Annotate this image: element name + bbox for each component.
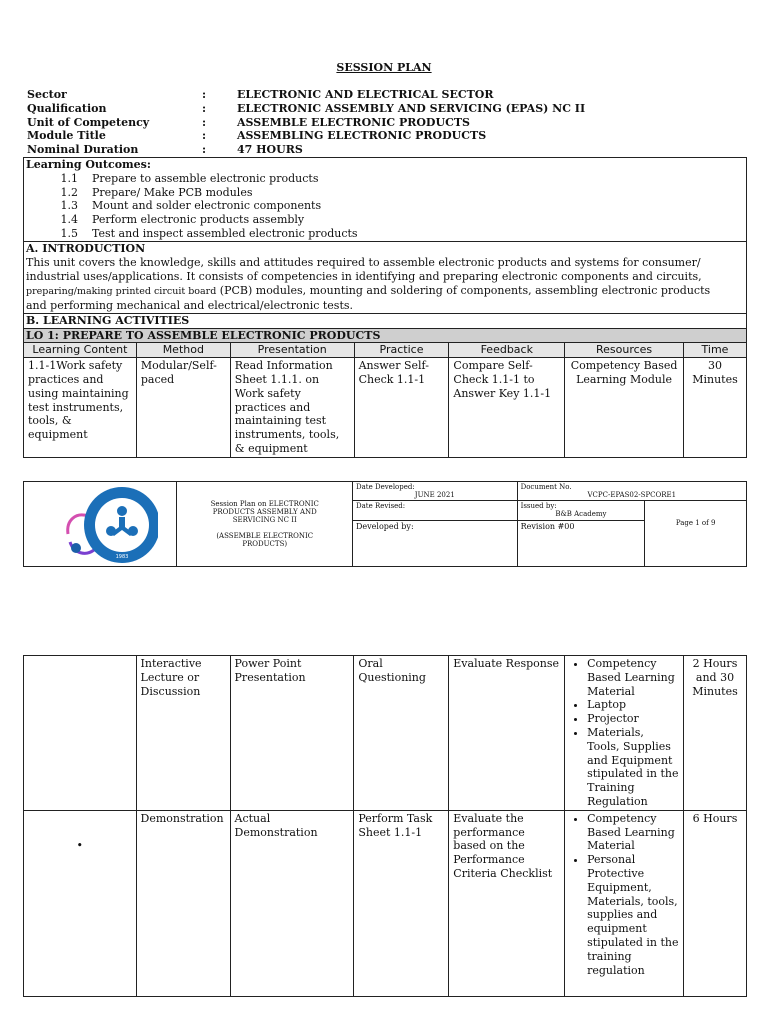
field-separator: : [202, 101, 207, 115]
outcome-number: 1.4 [60, 213, 78, 227]
list-item: • Competency Based Learning Material [587, 812, 679, 853]
learning-outcomes-heading: Learning Outcomes: [26, 158, 151, 171]
list-item: • Projector [587, 712, 679, 726]
column-header: Feedback [449, 343, 565, 358]
cell-time: 6 Hours [684, 810, 747, 996]
page-title: SESSION PLAN [336, 61, 432, 74]
outcome-number: 1.5 [60, 226, 78, 240]
field-label: Unit of Competency [27, 115, 150, 129]
document-title-line: PRODUCTS) [242, 540, 288, 548]
document-title-line: SERVICING NC II [232, 516, 297, 524]
cell-presentation: Actual Demonstration [230, 810, 354, 996]
outcome-item [26, 213, 744, 227]
document-title-cell [177, 482, 353, 567]
issued-by-cell [517, 501, 645, 521]
developed-by-cell [353, 521, 518, 567]
introduction-line: and performing mechanical and electrical/electronic tests. [26, 298, 354, 312]
field-value: ELECTRONIC AND ELECTRICAL SECTOR [237, 88, 494, 101]
college-seal-logo [64, 482, 158, 568]
session-plan-continuation-table [23, 655, 747, 997]
header-row-unit [27, 116, 747, 130]
document-no-label: Document No. [520, 483, 572, 491]
lo-title: LO 1: PREPARE TO ASSEMBLE ELECTRONIC PRODUCTS [24, 328, 747, 343]
outcome-number: 1.3 [60, 199, 78, 213]
column-header: Practice [354, 343, 449, 358]
outcome-text: Perform electronic products assembly [92, 213, 305, 227]
cell-feedback: Compare Self-Check 1.1-1 to Answer Key 1.1-1 [449, 358, 565, 458]
column-header: Presentation [230, 343, 354, 358]
cell-feedback: Evaluate Response [449, 656, 565, 811]
field-value: ASSEMBLE ELECTRONIC PRODUCTS [237, 115, 470, 129]
resources-list [569, 657, 679, 809]
outcome-item [26, 227, 744, 241]
cell-resources [565, 656, 684, 811]
cell-method: Interactive Lecture or Discussion [136, 656, 230, 811]
column-header: Method [136, 343, 230, 358]
issued-by-label: Issued by: [520, 502, 557, 510]
document-no-cell [517, 482, 746, 501]
field-separator: : [202, 115, 207, 129]
list-item: • Materials, Tools, Supplies and Equipment stipulated in the Training Regulation [587, 726, 679, 809]
column-header: Time [683, 343, 746, 358]
cell-content-bullet: • [24, 810, 137, 996]
document-title-line: PRODUCTS ASSEMBLY AND [212, 508, 317, 516]
page-number: Page 1 of 9 [645, 501, 747, 567]
date-developed-cell [353, 482, 518, 501]
revision-cell [517, 521, 645, 567]
outcome-text: Test and inspect assembled electronic products [92, 226, 358, 240]
column-header-row [24, 343, 747, 358]
cell-content [24, 656, 137, 811]
field-value: 47 HOURS [237, 143, 303, 157]
introduction-line: This unit covers the knowledge, skills and attitudes required to assemble electronic products and systems for consumer/ [26, 255, 701, 269]
field-label: Sector [27, 88, 67, 101]
introduction-section [24, 241, 747, 313]
document-control-footer [23, 481, 747, 567]
header-row-duration [27, 143, 747, 157]
outcome-number: 1.1 [60, 171, 78, 185]
cell-practice: Oral Questioning [354, 656, 449, 811]
column-header: Learning Content [24, 343, 137, 358]
date-revised-cell [353, 501, 518, 521]
field-label: Nominal Duration [27, 143, 139, 157]
outcome-number: 1.2 [60, 185, 78, 199]
document-no-value: VCPC-EPAS02-SPCORE1 [587, 491, 677, 499]
field-separator: : [202, 88, 207, 101]
field-separator: : [202, 129, 207, 143]
list-item: • Personal Protective Equipment, Materials, tools, supplies and equipment stipulated in the training regulation [587, 853, 679, 977]
introduction-line: industrial uses/applications. It consists of competencies in identifying and preparing electronic components and circuits, [26, 269, 702, 283]
table-row [24, 810, 747, 996]
table-row [24, 358, 747, 458]
column-header: Resources [565, 343, 684, 358]
document-title-line: (ASSEMBLE ELECTRONIC [216, 532, 314, 540]
cell-content: 1.1-1Work safety practices and using maintaining test instruments, tools, & equipment [24, 358, 137, 458]
date-revised-label: Date Revised: [356, 502, 406, 510]
introduction-small-text: preparing/making printed circuit board [26, 285, 217, 297]
field-value: ELECTRONIC ASSEMBLY AND SERVICING (EPAS) NC II [237, 101, 586, 115]
outcome-text: Mount and solder electronic components [92, 199, 322, 213]
header-row-module [27, 129, 747, 143]
outcome-text: Prepare/ Make PCB modules [92, 185, 253, 199]
introduction-heading: A. INTRODUCTION [26, 241, 146, 255]
cell-time: 30 Minutes [683, 358, 746, 458]
learning-outcomes [24, 158, 747, 242]
header-row-sector [27, 88, 747, 102]
cell-resources [565, 810, 684, 996]
field-label: Module Title [27, 129, 106, 143]
document-title-line: Session Plan on ELECTRONIC [210, 500, 319, 508]
outcome-item [26, 172, 744, 186]
cell-practice: Perform Task Sheet 1.1-1 [354, 810, 449, 996]
cell-method: Demonstration [136, 810, 230, 996]
cell-presentation: Read Information Sheet 1.1.1. on Work safety practices and maintaining test instruments, tools, & equipment [230, 358, 354, 458]
outcome-item [26, 186, 744, 200]
cell-feedback: Evaluate the performance based on the Performance Criteria Checklist [449, 810, 565, 996]
session-plan-table [23, 157, 747, 458]
introduction-text: (PCB) modules, mounting and soldering of components, assembling electronic products [216, 283, 711, 297]
cell-resources: Competency Based Learning Module [565, 358, 684, 458]
cell-presentation: Power Point Presentation [230, 656, 354, 811]
revision-value: Revision #00 [520, 522, 575, 531]
outcome-item [26, 199, 744, 213]
resources-list [569, 812, 679, 978]
list-item: • Laptop [587, 698, 679, 712]
table-row [24, 656, 747, 811]
header-row-qualification [27, 102, 747, 116]
field-separator: : [202, 143, 207, 157]
introduction-line [26, 284, 744, 299]
date-developed-label: Date Developed: [356, 483, 415, 491]
list-item: • Competency Based Learning Material [587, 657, 679, 698]
date-developed-value: JUNE 2021 [414, 491, 455, 499]
outcome-text: Prepare to assemble electronic products [92, 171, 319, 185]
logo-cell [24, 482, 177, 567]
issued-by-value: B&B Academy [555, 510, 607, 518]
logo-year: 1983 [115, 554, 129, 560]
cell-time: 2 Hours and 30 Minutes [684, 656, 747, 811]
field-label: Qualification [27, 101, 107, 115]
learning-activities-heading: B. LEARNING ACTIVITIES [24, 313, 747, 328]
header-fields [27, 88, 747, 157]
cell-practice: Answer Self-Check 1.1-1 [354, 358, 449, 458]
developed-by-label: Developed by: [356, 522, 414, 531]
cell-method: Modular/Self-paced [136, 358, 230, 458]
field-value: ASSEMBLING ELECTRONIC PRODUCTS [237, 129, 487, 143]
